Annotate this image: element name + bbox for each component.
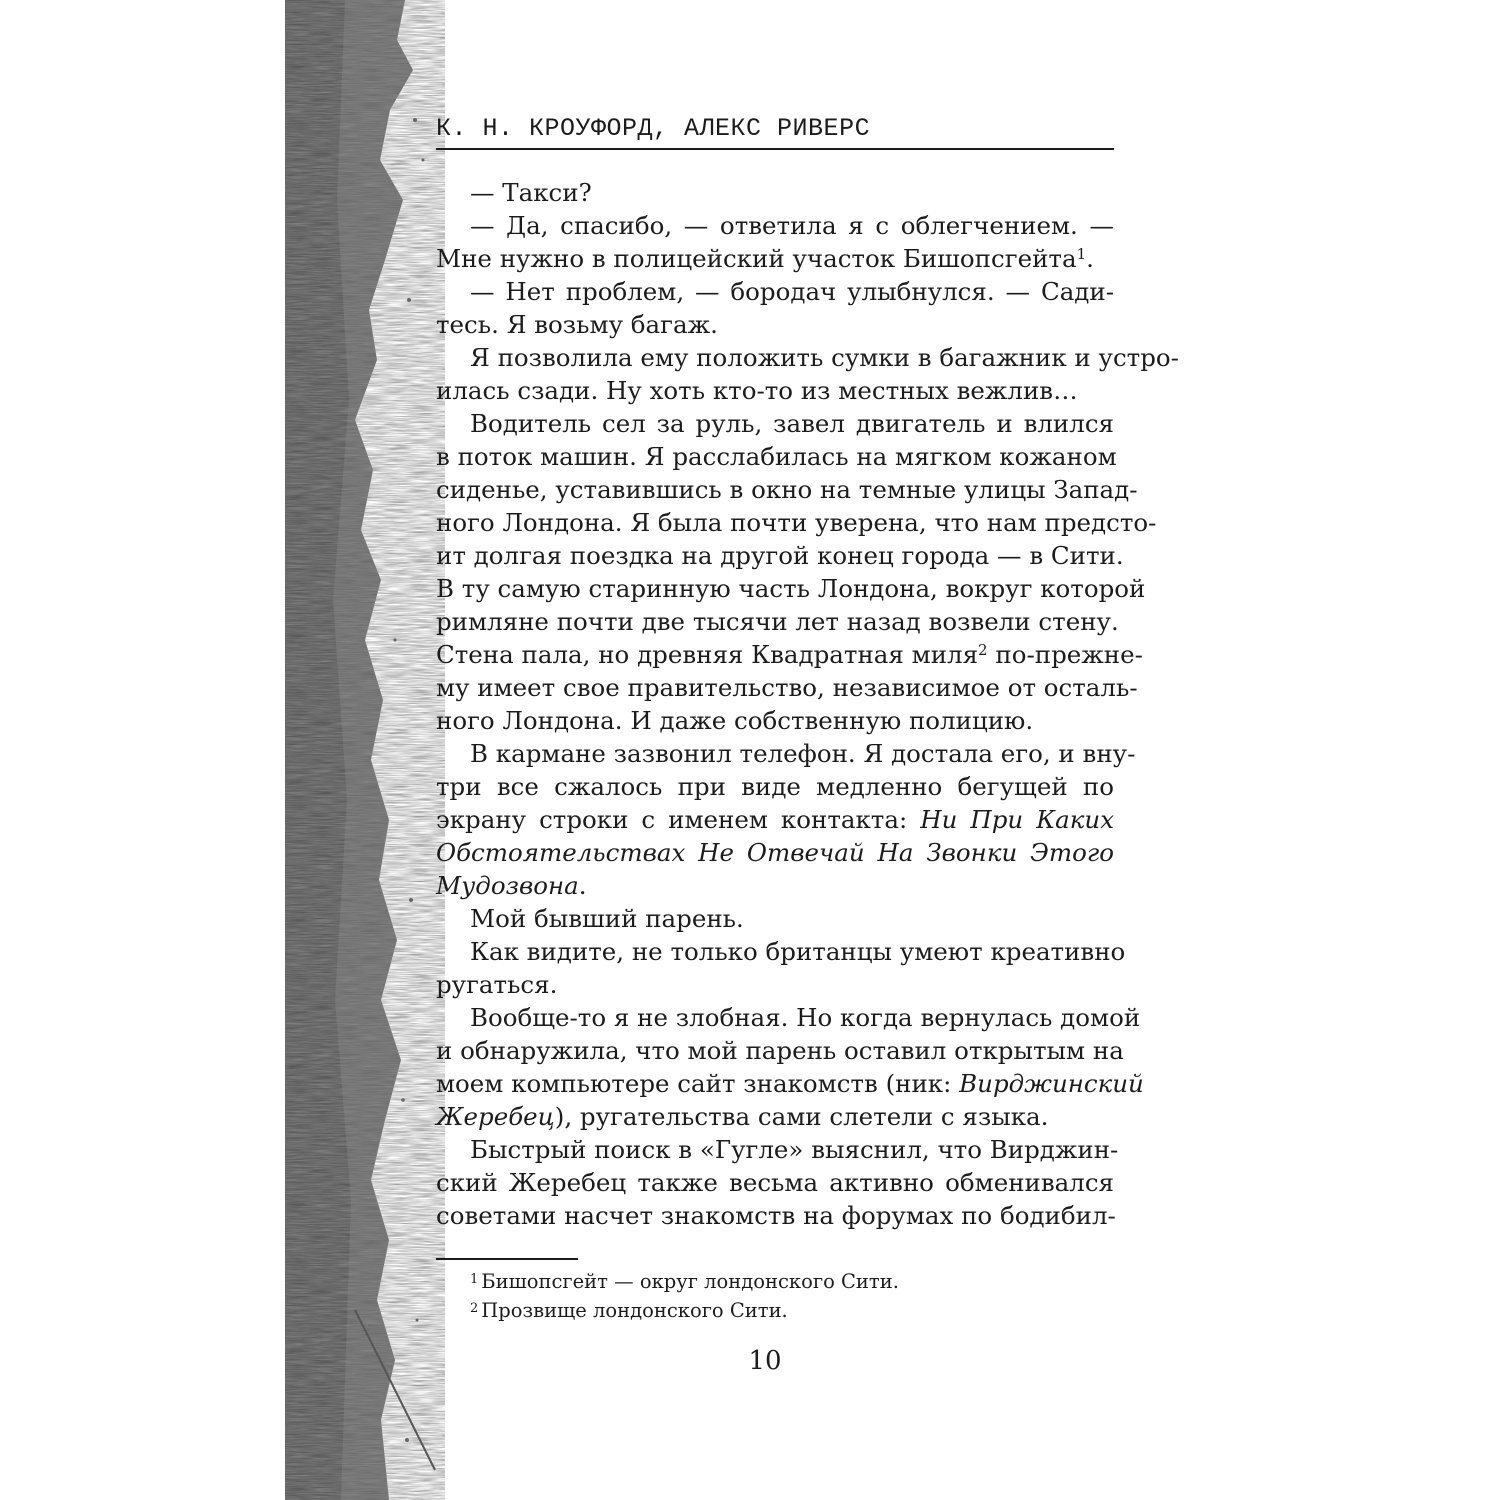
footnote-mark: 1 [470, 1272, 479, 1287]
text-line: моем компьютере сайт знакомств (ник: Вирджинский [436, 1069, 1144, 1098]
text-line: Стена пала, но древняя Квадратная миля$^2$ по-прежне- [436, 640, 1143, 669]
text-line: Жеребец), ругательства сами слетели с языка. [436, 1102, 1049, 1131]
text-line: римляне почти две тысячи лет назад возвели стену. [436, 607, 1119, 636]
footnote-text: Бишопсгейт — округ лондонского Сити. [481, 1270, 899, 1293]
text-line: В ту самую старинную часть Лондона, вокруг которой [436, 574, 1146, 603]
text-line: ругаться. [436, 970, 558, 999]
text-line: илась сзади. Ну хоть кто-то из местных вежлив… [436, 376, 1078, 405]
footnote-2 [470, 1296, 1110, 1325]
text-line: Мне нужно в полицейский участок Бишопсгейта$^1$. [436, 244, 1094, 273]
text-line: В кармане зазвонил телефон. Я достала его, и вну- [470, 739, 1136, 768]
text-line: сиденье, уставившись в окно на темные улицы Запад- [436, 475, 1138, 504]
text-line: — Такси? [470, 178, 592, 207]
text-line: Быстрый поиск в «Гугле» выяснил, что Вирджин- [470, 1135, 1119, 1164]
text-line: три все сжалось при виде медленно бегущей по [436, 772, 1114, 801]
text-line: Я позволила ему положить сумки в багажник и устро- [470, 343, 1179, 372]
text-line: ного Лондона. И даже собственную полицию. [436, 706, 1034, 735]
text-line: тесь. Я возьму багаж. [436, 310, 718, 339]
footnote-1 [470, 1267, 1110, 1296]
running-head: К. Н. КРОУФОРД, АЛЕКС РИВЕРС [436, 114, 871, 143]
text-line: и обнаружила, что мой парень оставил открытым на [436, 1036, 1124, 1065]
text-line: Водитель сел за руль, завел двигатель и влился [470, 409, 1114, 438]
text-line: ного Лондона. Я была почти уверена, что нам предсто- [436, 508, 1157, 537]
text-line: му имеет свое правительство, независимое от осталь- [436, 673, 1138, 702]
text-line: Как видите, не только британцы умеют креативно [470, 937, 1126, 966]
ink-band-texture [285, 0, 445, 1500]
footnote-mark: 2 [470, 1301, 479, 1316]
footnote-ref-2: 2 [978, 641, 988, 659]
decorative-ink-band [285, 0, 445, 1500]
text-line: Мой бывший парень. [470, 904, 744, 933]
footnote-text: Прозвище лондонского Сити. [481, 1299, 788, 1322]
text-line: советами насчет знакомств на форумах по бодибил- [436, 1201, 1116, 1230]
text-line: ит долгая поездка на другой конец города — в Сити. [436, 541, 1124, 570]
footnote-ref-1: 1 [1076, 245, 1087, 263]
header-rule [436, 148, 1114, 150]
text-line: в поток машин. Я расслабилась на мягком кожаном [436, 442, 1117, 471]
text-line: Вообще-то я не злобная. Но когда вернулась домой [470, 1003, 1141, 1032]
footnote-rule [436, 1258, 578, 1260]
text-line: ский Жеребец также весьма активно обменивался [436, 1168, 1114, 1197]
text-line: экрану строки с именем контакта: Ни При Каких [436, 805, 1115, 834]
body-text [436, 176, 1179, 1232]
text-line: — Да, спасибо, — ответила я с облегчением. — [470, 211, 1114, 240]
text-line: Обстоятельствах Не Отвечай На Звонки Этого [436, 838, 1114, 867]
text-line: Мудозвона. [436, 871, 587, 900]
footnotes [470, 1267, 1110, 1325]
page-number: 10 [748, 1346, 782, 1376]
text-line: — Нет проблем, — бородач улыбнулся. — Сади- [470, 277, 1114, 306]
